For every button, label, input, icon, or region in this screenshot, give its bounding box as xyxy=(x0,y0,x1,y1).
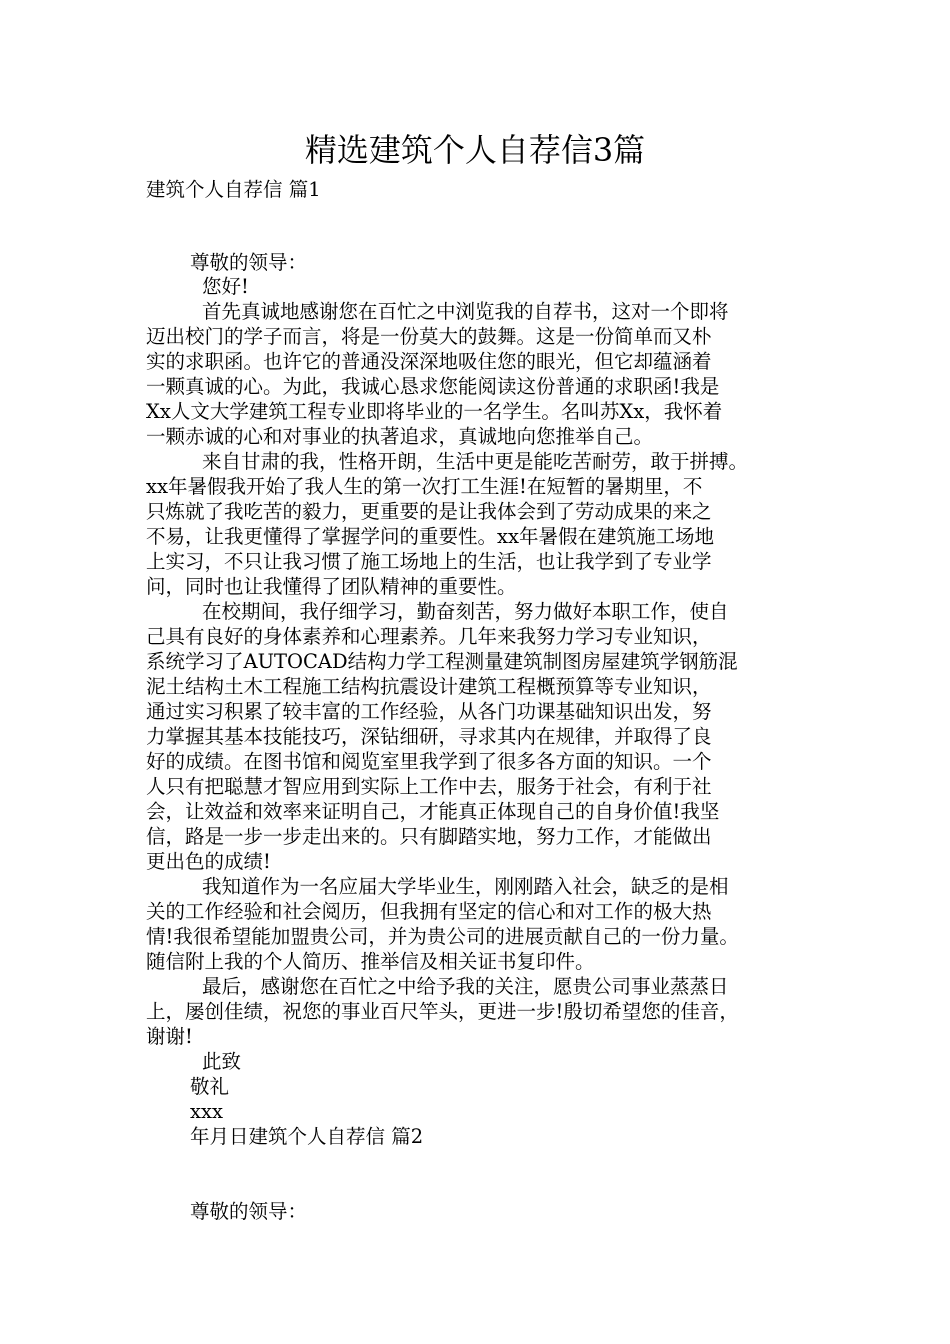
paragraph3-line: 好的成绩。在图书馆和阅览室里我学到了很多各方面的知识。一个 xyxy=(146,750,712,773)
paragraph5-line: 最后，感谢您在百忙之中给予我的关注，愿贵公司事业蒸蒸日 xyxy=(202,975,729,998)
paragraph2-line: xx年暑假我开始了我人生的第一次打工生涯!在短暂的暑期里，不 xyxy=(146,475,703,498)
paragraph3-line: 更出色的成绩! xyxy=(146,850,271,873)
document-title: 精选建筑个人自荐信3篇 xyxy=(304,131,646,169)
paragraph1-line: 实的求职函。也许它的普通没深深地吸住您的眼光，但它却蕴涵着 xyxy=(146,350,712,373)
paragraph3-line: 系统学习了AUTOCAD结构力学工程测量建筑制图房屋建筑学钢筋混 xyxy=(146,650,738,673)
paragraph3-line: 人只有把聪慧才智应用到实际上工作中去，服务于社会，有利于社 xyxy=(146,775,712,798)
paragraph3-line: 会，让效益和效率来证明自己，才能真正体现自己的自身价值!我坚 xyxy=(146,800,720,823)
paragraph4-line: 随信附上我的个人简历、推举信及相关证书复印件。 xyxy=(146,950,595,973)
paragraph5-line: 上，屡创佳绩，祝您的事业百尺竿头，更进一步!殷切希望您的佳音， xyxy=(146,1000,739,1023)
paragraph3-line: 泥土结构土木工程施工结构抗震设计建筑工程概预算等专业知识， xyxy=(146,675,712,698)
paragraph3-line: 通过实习积累了较丰富的工作经验，从各门功课基础知识出发，努 xyxy=(146,700,712,723)
paragraph3-line: 力掌握其基本技能技巧，深钻细研，寻求其内在规律，并取得了良 xyxy=(146,725,712,748)
salutation-2: 尊敬的领导： xyxy=(190,1200,308,1223)
paragraph4-line: 关的工作经验和社会阅历，但我拥有坚定的信心和对工作的极大热 xyxy=(146,900,712,923)
section1-heading: 建筑个人自荐信 篇1 xyxy=(146,178,321,201)
paragraph2-line: 只炼就了我吃苦的毅力，更重要的是让我体会到了劳动成果的来之 xyxy=(146,500,712,523)
paragraph3-line: 己具有良好的身体素养和心理素养。几年来我努力学习专业知识， xyxy=(146,625,712,648)
greeting: 您好! xyxy=(202,275,249,298)
paragraph1-line: 迈出校门的学子而言，将是一份莫大的鼓舞。这是一份简单而又朴 xyxy=(146,325,712,348)
paragraph3-line: 在校期间，我仔细学习，勤奋刻苦，努力做好本职工作，使自 xyxy=(202,600,729,623)
paragraph2-line: 来自甘肃的我，性格开朗，生活中更是能吃苦耐劳，敢于拼搏。 xyxy=(202,450,749,473)
paragraph2-line: 不易，让我更懂得了掌握学问的重要性。xx年暑假在建筑施工场地 xyxy=(146,525,714,548)
paragraph4-line: 我知道作为一名应届大学毕业生，刚刚踏入社会，缺乏的是相 xyxy=(202,875,729,898)
signature: xxx xyxy=(190,1100,223,1123)
paragraph5-line: 谢谢! xyxy=(146,1025,193,1048)
paragraph1-line: 首先真诚地感谢您在百忙之中浏览我的自荐书，这对一个即将 xyxy=(202,300,729,323)
paragraph1-line: Xx人文大学建筑工程专业即将毕业的一名学生。名叫苏Xx，我怀着 xyxy=(146,400,723,423)
paragraph1-line: 一颗赤诚的心和对事业的执著追求，真诚地向您推举自己。 xyxy=(146,425,654,448)
date-and-section2-heading: 年月日建筑个人自荐信 篇2 xyxy=(190,1125,424,1148)
closing-line-1: 此致 xyxy=(202,1050,242,1073)
salutation: 尊敬的领导： xyxy=(190,251,308,274)
paragraph3-line: 信，路是一步一步走出来的。只有脚踏实地，努力工作，才能做出 xyxy=(146,825,712,848)
paragraph1-line: 一颗真诚的心。为此，我诚心恳求您能阅读这份普通的求职函!我是 xyxy=(146,375,720,398)
paragraph4-line: 情!我很希望能加盟贵公司，并为贵公司的进展贡献自己的一份力量。 xyxy=(146,925,739,948)
paragraph2-line: 问，同时也让我懂得了团队精神的重要性。 xyxy=(146,575,517,598)
paragraph2-line: 上实习，不只让我习惯了施工场地上的生活，也让我学到了专业学 xyxy=(146,550,712,573)
closing-line-2: 敬礼 xyxy=(190,1075,230,1098)
